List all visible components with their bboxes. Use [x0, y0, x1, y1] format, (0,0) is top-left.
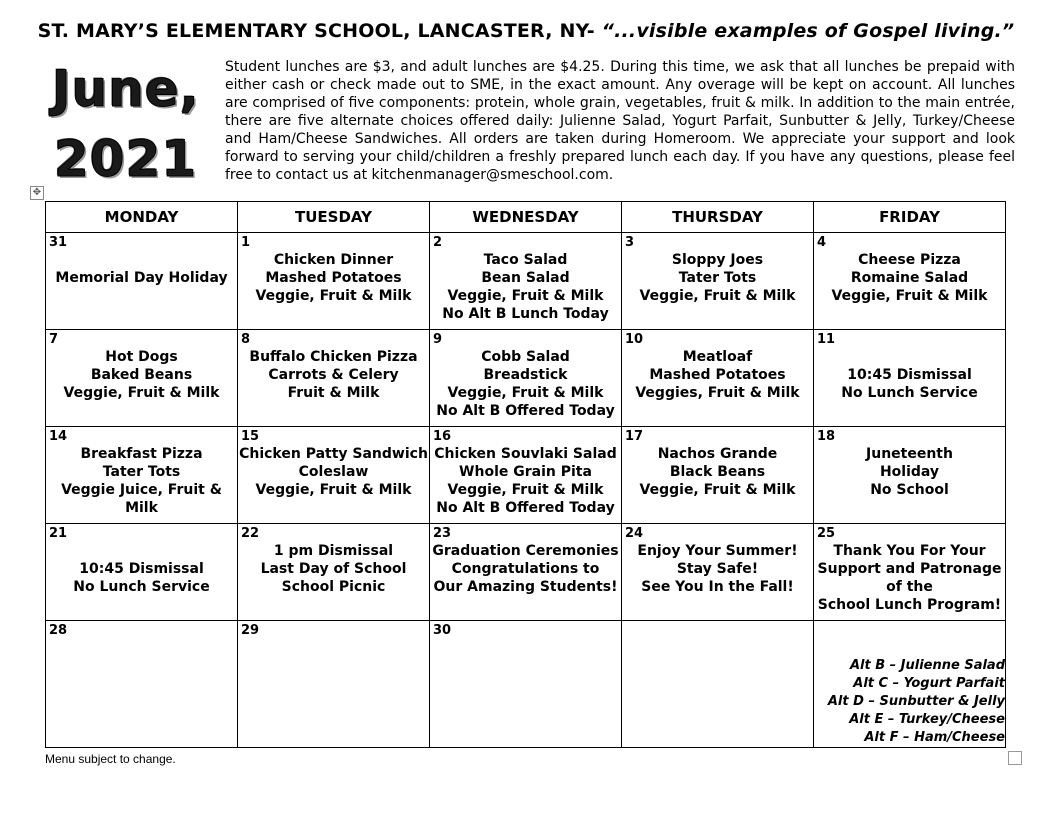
menu-line: Romaine Salad [850, 270, 969, 286]
menu-line: Chicken Souvlaki Salad [434, 446, 617, 462]
day-number: 14 [49, 429, 68, 444]
table-move-handle-icon[interactable]: ✥ [30, 186, 44, 200]
menu-line: School Lunch Program! [817, 597, 1002, 613]
day-number: 4 [817, 235, 827, 250]
menu-line: Hot Dogs [105, 349, 178, 365]
calendar-day-cell [46, 427, 238, 524]
day-menu [46, 621, 237, 639]
day-number: 9 [433, 332, 443, 347]
day-menu [430, 621, 621, 639]
menu-line: 10:45 Dismissal [79, 561, 204, 577]
menu-line: Juneteenth [866, 446, 953, 462]
calendar-week-row [46, 524, 1006, 621]
calendar-day-cell [430, 427, 622, 524]
alternate-item: Alt C – Yogurt Parfait [853, 676, 1005, 691]
menu-line: Stay Safe! [676, 561, 759, 577]
menu-line: Bean Salad [481, 270, 570, 286]
day-menu [622, 621, 813, 639]
calendar-day-cell [814, 524, 1006, 621]
menu-line: of the [886, 579, 933, 595]
day-menu [814, 621, 1005, 639]
calendar-day-cell [46, 524, 238, 621]
day-number: 15 [241, 429, 260, 444]
menu-line: Tater Tots [102, 464, 181, 480]
day-number: 1 [241, 235, 251, 250]
menu-line: School Picnic [281, 579, 386, 595]
day-menu [814, 427, 1005, 499]
menu-line: Veggie, Fruit & Milk [447, 482, 604, 498]
calendar-day-cell [430, 330, 622, 427]
menu-line: Breadstick [483, 367, 568, 383]
calendar-day-cell [814, 621, 1006, 748]
calendar-day-cell [622, 330, 814, 427]
day-number: 21 [49, 526, 68, 541]
menu-line: Veggie, Fruit & Milk [639, 482, 796, 498]
menu-line: Veggie, Fruit & Milk [63, 385, 220, 401]
day-menu [238, 524, 429, 596]
menu-line: 10:45 Dismissal [847, 367, 972, 383]
calendar-day-cell [430, 524, 622, 621]
menu-line: Fruit & Milk [287, 385, 380, 401]
day-number: 17 [625, 429, 644, 444]
title-month: June, [52, 60, 200, 118]
menu-line: Meatloaf [682, 349, 753, 365]
menu-line: Cobb Salad [481, 349, 570, 365]
menu-line: Veggie, Fruit & Milk [447, 385, 604, 401]
calendar-day-cell [814, 330, 1006, 427]
menu-line: Coleslaw [298, 464, 369, 480]
menu-line: Our Amazing Students! [433, 579, 618, 595]
menu-line: Veggie, Fruit & Milk [447, 288, 604, 304]
calendar-day-cell [814, 233, 1006, 330]
day-menu [622, 330, 813, 402]
day-menu [46, 233, 237, 287]
menu-line: Sloppy Joes [671, 252, 764, 268]
day-menu [46, 524, 237, 596]
day-number: 8 [241, 332, 251, 347]
day-menu [814, 233, 1005, 305]
day-menu [430, 330, 621, 420]
title-year: 2021 [54, 130, 198, 188]
menu-line: No School [870, 482, 949, 498]
menu-line: Graduation Ceremonies [432, 543, 619, 559]
day-menu [238, 233, 429, 305]
weekday-header: THURSDAY [622, 202, 814, 233]
day-number: 25 [817, 526, 836, 541]
day-number: 7 [49, 332, 59, 347]
day-menu [622, 427, 813, 499]
menu-line: No Lunch Service [73, 579, 210, 595]
day-menu [430, 233, 621, 323]
day-number: 30 [433, 623, 452, 638]
calendar-day-cell [238, 621, 430, 748]
menu-line: Mashed Potatoes [265, 270, 402, 286]
menu-line: Nachos Grande [657, 446, 778, 462]
day-menu [430, 524, 621, 596]
menu-line: Enjoy Your Summer! [637, 543, 798, 559]
menu-line: Veggie, Fruit & Milk [255, 482, 412, 498]
menu-line: Veggie, Fruit & Milk [639, 288, 796, 304]
alternate-item: Alt F – Ham/Cheese [864, 730, 1005, 745]
school-name: ST. MARY’S ELEMENTARY SCHOOL, LANCASTER, NY- [37, 20, 595, 42]
day-menu [238, 330, 429, 402]
lunch-calendar [45, 201, 1006, 748]
menu-line: Holiday [879, 464, 940, 480]
day-number: 3 [625, 235, 635, 250]
weekday-header: WEDNESDAY [430, 202, 622, 233]
menu-line: Last Day of School [260, 561, 407, 577]
menu-line: Veggie, Fruit & Milk [831, 288, 988, 304]
menu-line: Veggies, Fruit & Milk [635, 385, 800, 401]
alternates-list [814, 639, 1005, 747]
calendar-week-row [46, 233, 1006, 330]
calendar-day-cell [238, 233, 430, 330]
alternate-item: Alt E – Turkey/Cheese [849, 712, 1005, 727]
menu-line: Thank You For Your [833, 543, 986, 559]
day-menu [814, 330, 1005, 402]
day-menu [238, 427, 429, 499]
calendar-day-cell [622, 427, 814, 524]
menu-line: Veggie, Fruit & Milk [255, 288, 412, 304]
day-number: 23 [433, 526, 452, 541]
calendar-day-cell [430, 233, 622, 330]
calendar-day-cell [238, 330, 430, 427]
day-number: 29 [241, 623, 260, 638]
calendar-day-cell [238, 427, 430, 524]
calendar-day-cell [622, 233, 814, 330]
menu-line: Black Beans [669, 464, 766, 480]
menu-line: Veggie Juice, Fruit & Milk [61, 482, 222, 516]
menu-line: Cheese Pizza [858, 252, 961, 268]
weekday-header: TUESDAY [238, 202, 430, 233]
intro-paragraph: Student lunches are $3, and adult lunches are $4.25. During this time, we ask that all lunches be prepaid with either cash or check made out to SME, in the exact amount. Any overage will be kept on account. All lunches are comprised of five components: protein, whole grain, vegetables, fruit & milk. In addition to the main entrée, there are five alternate choices offered daily: Julienne Salad, Yogurt Parfait, Sunbutter & Jelly, Turkey/Cheese and Ham/Cheese Sandwiches. All orders are taken during Homeroom. We appreciate your support and look forward to serving your child/children a freshly prepared lunch each day. If you have any questions, please feel free to contact us at kitchenmanager@smeschool.com. [225, 59, 1015, 183]
day-number: 10 [625, 332, 644, 347]
calendar-day-cell [46, 233, 238, 330]
day-menu [46, 427, 237, 517]
page-header [0, 20, 1052, 42]
day-number: 2 [433, 235, 443, 250]
day-menu [238, 621, 429, 639]
menu-line: 1 pm Dismissal [273, 543, 394, 559]
day-number: 28 [49, 623, 68, 638]
calendar-day-cell [622, 621, 814, 748]
menu-line: See You In the Fall! [641, 579, 794, 595]
menu-line: Chicken Patty Sandwich [239, 446, 428, 462]
calendar-week-row [46, 330, 1006, 427]
calendar-day-cell [46, 621, 238, 748]
menu-line: No Alt B Offered Today [436, 500, 615, 516]
footer-note: Menu subject to change. [45, 752, 176, 766]
menu-line: Tater Tots [678, 270, 757, 286]
menu-line: No Lunch Service [841, 385, 978, 401]
menu-line: Buffalo Chicken Pizza [249, 349, 418, 365]
day-menu [814, 524, 1005, 614]
school-motto: “...visible examples of Gospel living.” [601, 20, 1015, 42]
menu-line: Whole Grain Pita [459, 464, 592, 480]
calendar-day-cell [430, 621, 622, 748]
weekday-header: FRIDAY [814, 202, 1006, 233]
menu-line: Breakfast Pizza [80, 446, 203, 462]
day-menu [622, 233, 813, 305]
day-number: 31 [49, 235, 68, 250]
alternate-item: Alt D – Sunbutter & Jelly [827, 694, 1005, 709]
weekday-header: MONDAY [46, 202, 238, 233]
calendar-day-cell [46, 330, 238, 427]
calendar-day-cell [814, 427, 1006, 524]
menu-line: Chicken Dinner [273, 252, 394, 268]
calendar-week-row [46, 427, 1006, 524]
calendar-day-cell [238, 524, 430, 621]
menu-line: Support and Patronage [817, 561, 1002, 577]
calendar-week-row [46, 621, 1006, 748]
day-menu [622, 524, 813, 596]
day-number: 16 [433, 429, 452, 444]
day-number: 24 [625, 526, 644, 541]
menu-line: Taco Salad [483, 252, 568, 268]
menu-line: No Alt B Lunch Today [442, 306, 609, 322]
day-number: 11 [817, 332, 836, 347]
end-of-cell-mark [1008, 751, 1022, 765]
weekday-header-row [46, 202, 1006, 233]
menu-line: Baked Beans [90, 367, 193, 383]
menu-line: Mashed Potatoes [649, 367, 786, 383]
alternate-item: Alt B – Julienne Salad [849, 658, 1005, 673]
menu-line: Carrots & Celery [268, 367, 399, 383]
menu-line: Congratulations to [451, 561, 600, 577]
day-menu [46, 330, 237, 402]
day-number: 18 [817, 429, 836, 444]
menu-line: Memorial Day Holiday [55, 270, 228, 286]
menu-line: No Alt B Offered Today [436, 403, 615, 419]
day-number: 22 [241, 526, 260, 541]
day-menu [430, 427, 621, 517]
calendar-day-cell [622, 524, 814, 621]
